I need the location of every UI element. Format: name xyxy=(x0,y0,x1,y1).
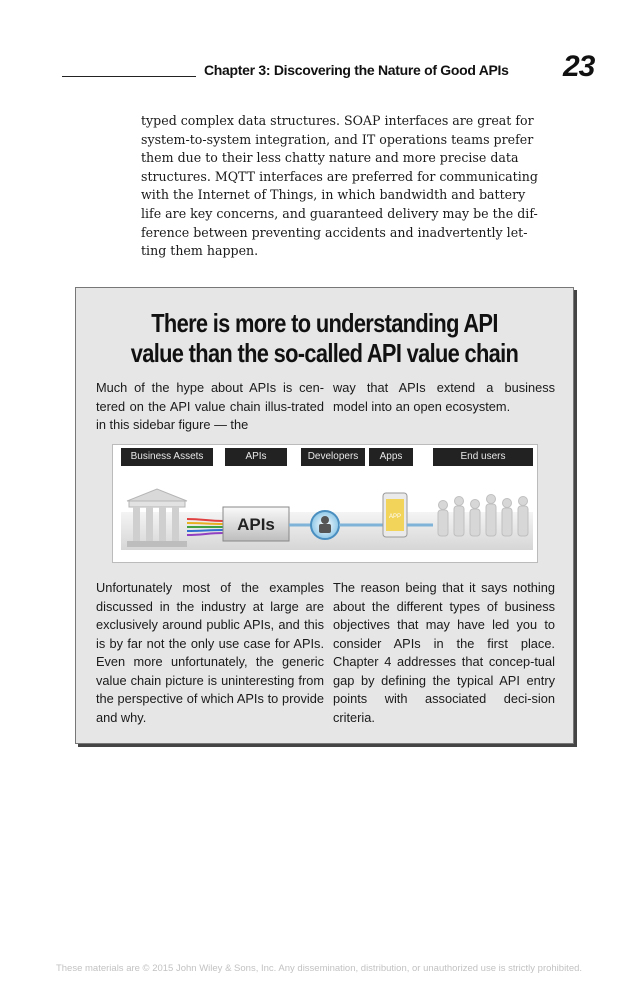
body-paragraph xyxy=(141,112,577,261)
phone-text: APP xyxy=(388,514,402,520)
figure-label-developers: Developers xyxy=(301,448,365,466)
smartphone-icon xyxy=(383,493,407,537)
paragraph-line: ting them happen. xyxy=(141,243,259,259)
value-chain-illustration xyxy=(113,467,537,562)
chapter-title: Chapter 3: Discovering the Nature of Good APIs xyxy=(204,62,509,78)
figure-label-bar xyxy=(121,448,533,466)
sidebar-title-line: There is more to understanding API xyxy=(151,308,498,338)
developer-globe-icon xyxy=(311,511,339,539)
sidebar-text-body-left: Unfortunately most of the examples discussed in the industry at large are exclusively around public APIs, and this is by far not the only use case for APIs. Even more unfortunately, the generic value chain picture is uninteresting from the perspective of which APIs to provide and why. xyxy=(96,580,324,725)
sidebar-title xyxy=(116,308,533,368)
copyright-footer: These materials are © 2015 John Wiley & Sons, Inc. Any dissemination, distribution, or unauthorized use is strictly prohibited. xyxy=(55,963,583,974)
figure-label-business-assets: Business Assets xyxy=(121,448,213,466)
apis-box-icon xyxy=(223,507,289,541)
paragraph-line: with the Internet of Things, in which bandwidth and battery xyxy=(141,187,526,203)
figure-label-end-users: End users xyxy=(433,448,533,466)
figure-label-apis: APIs xyxy=(225,448,287,466)
sidebar-text-intro-right: way that APIs extend a business model into an open ecosystem. xyxy=(333,380,555,414)
paragraph-line: them due to their less chatty nature and more precise data xyxy=(141,150,519,166)
sidebar-box xyxy=(75,287,574,744)
paragraph-line: typed complex data structures. SOAP interfaces are great for xyxy=(141,113,534,128)
figure-label-apps: Apps xyxy=(369,448,413,466)
paragraph-line: structures. MQTT interfaces are preferred for communicating xyxy=(141,168,538,184)
page-number: 23 xyxy=(563,50,595,83)
header-rule xyxy=(62,76,196,77)
apis-box-text: APIs xyxy=(237,515,275,534)
paragraph-line: system-to-system integration, and IT operations teams prefer xyxy=(141,131,534,147)
sidebar-text-intro-left: Much of the hype about APIs is cen-tered on the API value chain illus-trated in this sidebar figure — the xyxy=(96,380,324,432)
paragraph-line: ference between preventing accidents and inadvertently let- xyxy=(141,224,528,240)
sidebar-text-body-right: The reason being that it says nothing about the different types of business objectives that may have led you to consider APIs in the first place. Chapter 4 addresses that concep-tual gap by defining the typical API entry points with associated deci-sion criteria. xyxy=(333,580,555,725)
sidebar-title-line: value than the so-called API value chain xyxy=(130,338,519,368)
api-value-chain-figure xyxy=(112,444,538,563)
paragraph-line: life are key concerns, and guaranteed delivery may be the dif- xyxy=(141,205,538,221)
